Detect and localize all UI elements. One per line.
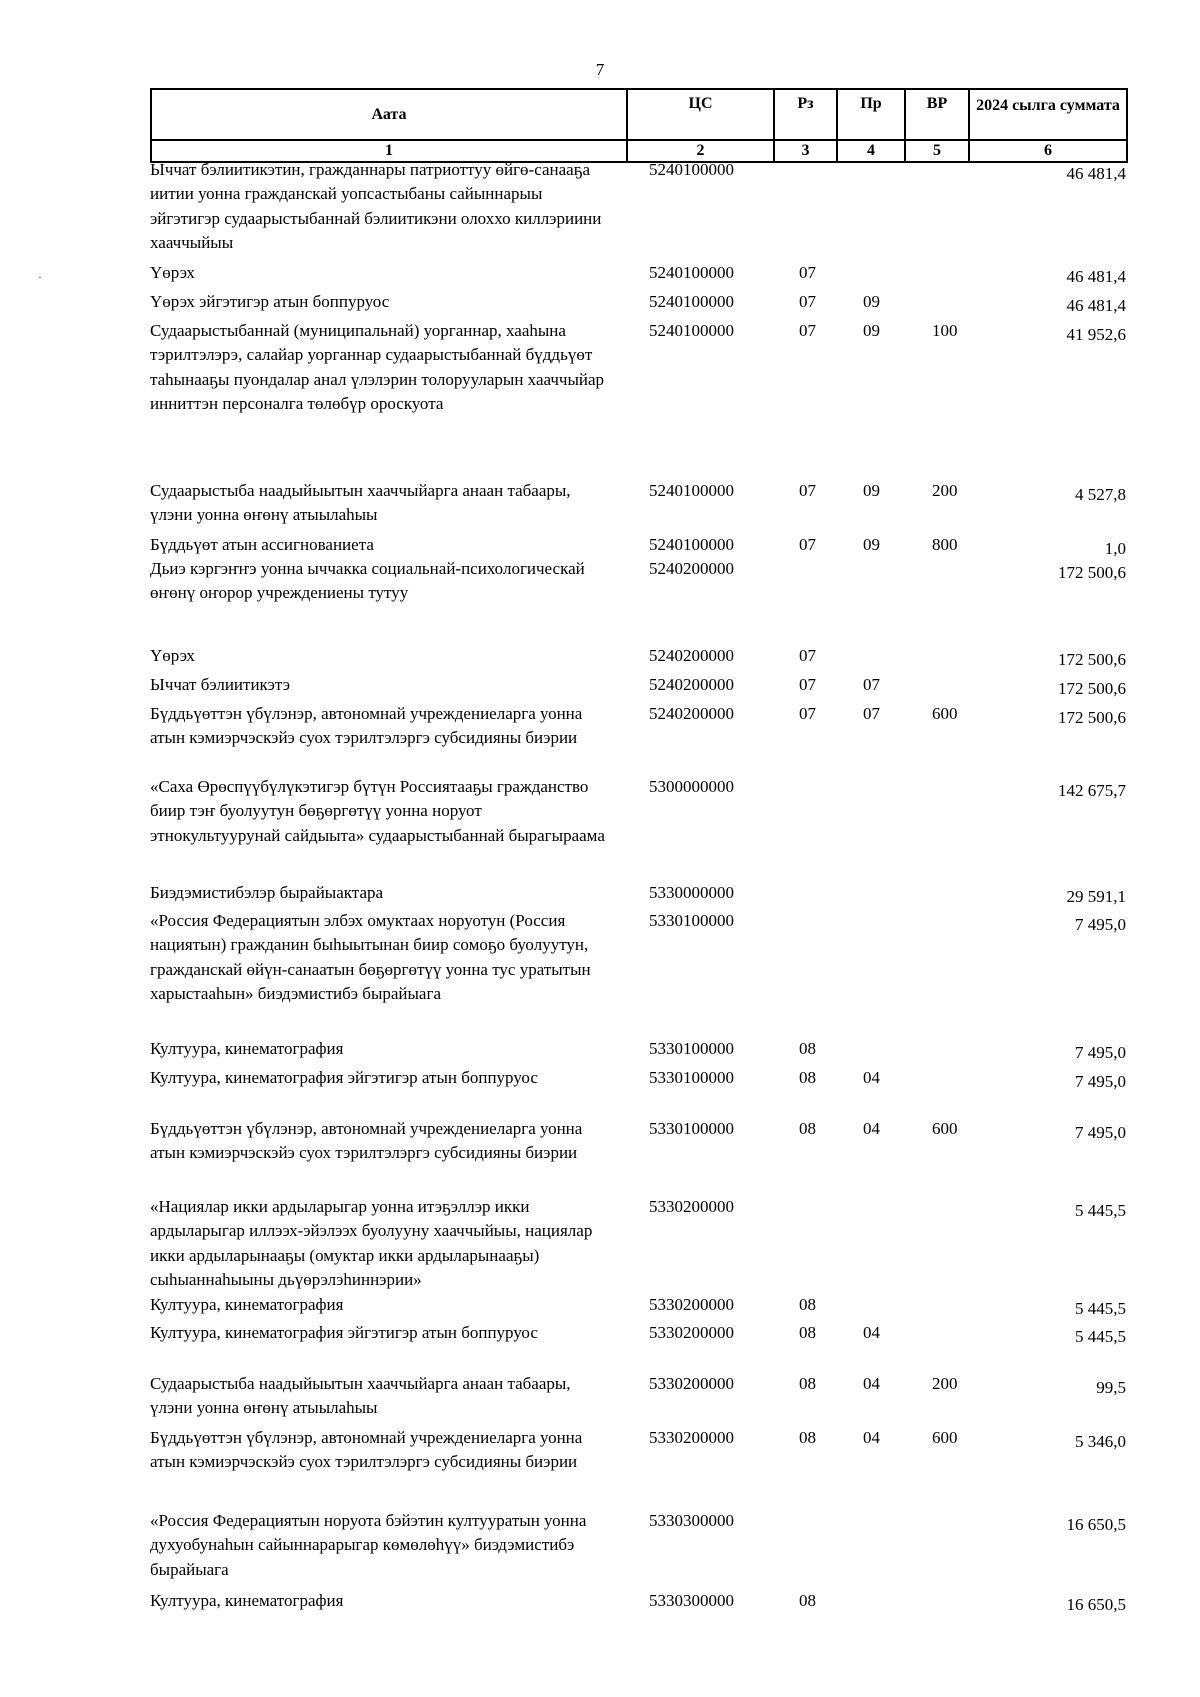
row-sum: 5 445,5 bbox=[1075, 1299, 1126, 1318]
table-row bbox=[150, 702, 1126, 775]
row-pr-code: 09 bbox=[863, 535, 880, 554]
row-name: Култуура, кинематография эйгэтигэр атын боппуруос bbox=[150, 1323, 538, 1342]
row-rz-code: 08 bbox=[799, 1119, 816, 1138]
row-sum: 46 481,4 bbox=[1066, 296, 1126, 315]
table-row bbox=[150, 1066, 1126, 1117]
row-name: Бүддьүөттэн үбүлэнэр, автономнай учреждениеларга уонна атын кэмиэрчэскэйэ суох тэрилтэлэргэ субсидияны биэрии bbox=[150, 1119, 583, 1163]
row-cs-code: 5240200000 bbox=[649, 675, 734, 694]
row-sum: 5 346,0 bbox=[1075, 1432, 1126, 1451]
row-cs-code: 5240100000 bbox=[649, 160, 734, 179]
row-sum: 41 952,6 bbox=[1066, 325, 1126, 344]
header-num-1: 1 bbox=[151, 140, 627, 162]
row-sum: 5 445,5 bbox=[1075, 1327, 1126, 1346]
row-sum: 172 500,6 bbox=[1058, 679, 1126, 698]
row-sum: 99,5 bbox=[1096, 1378, 1126, 1397]
table-row bbox=[150, 557, 1126, 644]
header-num-4: 4 bbox=[837, 140, 905, 162]
row-sum: 4 527,8 bbox=[1075, 485, 1126, 504]
row-name: Култуура, кинематография bbox=[150, 1039, 344, 1058]
row-sum: 172 500,6 bbox=[1058, 563, 1126, 582]
row-name: Дьиэ кэргэҥҥэ уонна ыччакка социальнай-психологическай өҥөнү оҥорор учреждениены тутуу bbox=[150, 559, 585, 603]
row-cs-code: 5330200000 bbox=[649, 1295, 734, 1314]
row-pr-code: 09 bbox=[863, 292, 880, 311]
row-name: Култуура, кинематография bbox=[150, 1591, 344, 1610]
row-cs-code: 5330200000 bbox=[649, 1323, 734, 1342]
table-row bbox=[150, 1117, 1126, 1195]
row-name: «Россия Федерациятын норуота бэйэтин култууратын уонна духуобунаһын сайыннарарыгар көмөлөһүү» биэдэмистибэ бырайыага bbox=[150, 1511, 587, 1579]
row-cs-code: 5330200000 bbox=[649, 1374, 734, 1393]
row-name: Судаарыстыба наадыйыытын хааччыйарга анаан табаары, үлэни уонна өҥөнү атыылаһыы bbox=[150, 1374, 571, 1418]
table-header bbox=[150, 88, 1128, 163]
table-body bbox=[150, 158, 1126, 1619]
row-pr-code: 04 bbox=[863, 1119, 880, 1138]
row-name: Бүддьүөттэн үбүлэнэр, автономнай учреждениеларга уонна атын кэмиэрчэскэйэ суох тэрилтэлэргэ субсидияны биэрии bbox=[150, 704, 583, 748]
row-pr-code: 04 bbox=[863, 1374, 880, 1393]
scan-dot: · bbox=[38, 270, 42, 284]
row-cs-code: 5330000000 bbox=[649, 883, 734, 902]
row-cs-code: 5240100000 bbox=[649, 481, 734, 500]
row-cs-code: 5240100000 bbox=[649, 535, 734, 554]
row-cs-code: 5330300000 bbox=[649, 1591, 734, 1610]
row-cs-code: 5240200000 bbox=[649, 646, 734, 665]
row-pr-code: 04 bbox=[863, 1068, 880, 1087]
row-pr-code: 07 bbox=[863, 704, 880, 723]
row-sum: 7 495,0 bbox=[1075, 1123, 1126, 1142]
row-cs-code: 5330200000 bbox=[649, 1197, 734, 1216]
row-name: Судаарыстыба наадыйыытын хааччыйарга анаан табаары, үлэни уонна өҥөнү атыылаһыы bbox=[150, 481, 571, 525]
row-sum: 7 495,0 bbox=[1075, 915, 1126, 934]
row-sum: 16 650,5 bbox=[1066, 1515, 1126, 1534]
table-row bbox=[150, 533, 1126, 557]
row-pr-code: 04 bbox=[863, 1323, 880, 1342]
table-row bbox=[150, 261, 1126, 290]
row-sum: 7 495,0 bbox=[1075, 1043, 1126, 1062]
row-vr-code: 800 bbox=[932, 535, 958, 554]
row-name: Култуура, кинематография bbox=[150, 1295, 344, 1314]
row-rz-code: 08 bbox=[799, 1374, 816, 1393]
row-sum: 1,0 bbox=[1104, 539, 1126, 558]
table-row bbox=[150, 673, 1126, 702]
table-row bbox=[150, 1509, 1126, 1589]
row-sum: 5 445,5 bbox=[1075, 1201, 1126, 1220]
header-num-3: 3 bbox=[774, 140, 837, 162]
row-cs-code: 5300000000 bbox=[649, 777, 734, 796]
table-row bbox=[150, 1589, 1126, 1619]
table-row bbox=[150, 319, 1126, 479]
header-name: Аата bbox=[151, 89, 627, 140]
row-rz-code: 08 bbox=[799, 1323, 816, 1342]
row-cs-code: 5330300000 bbox=[649, 1511, 734, 1530]
header-num-6: 6 bbox=[969, 140, 1127, 162]
table-row bbox=[150, 1037, 1126, 1066]
row-sum: 46 481,4 bbox=[1066, 267, 1126, 286]
row-name: Бүддьүөттэн үбүлэнэр, автономнай учреждениеларга уонна атын кэмиэрчэскэйэ суох тэрилтэлэргэ субсидияны биэрии bbox=[150, 1428, 583, 1472]
row-cs-code: 5240100000 bbox=[649, 263, 734, 282]
row-name: Үөрэх эйгэтигэр атын боппуруос bbox=[150, 292, 390, 311]
table-row bbox=[150, 158, 1126, 261]
table-row bbox=[150, 479, 1126, 533]
row-sum: 16 650,5 bbox=[1066, 1595, 1126, 1614]
table-row bbox=[150, 644, 1126, 673]
header-cs: ЦС bbox=[627, 89, 774, 140]
table-row bbox=[150, 1321, 1126, 1372]
row-vr-code: 600 bbox=[932, 1428, 958, 1447]
row-vr-code: 600 bbox=[932, 704, 958, 723]
row-name: «Нациялар икки ардыларыгар уонна итэҕэллэр икки ардыларыгар иллээх-эйэлээх буолууну хааччыйыы, нациялар икки ардыларынааҕы (омуктар икки ардыларынааҕы) сыһыаннаһыыны дьүөрэлэһиннэрии» bbox=[150, 1197, 593, 1290]
header-sum: 2024 сылга суммата bbox=[969, 89, 1127, 140]
row-cs-code: 5330100000 bbox=[649, 911, 734, 930]
row-rz-code: 08 bbox=[799, 1295, 816, 1314]
row-name: Ыччат бэлиитикэтэ bbox=[150, 675, 291, 694]
row-rz-code: 07 bbox=[799, 292, 816, 311]
row-name: Үөрэх bbox=[150, 646, 195, 665]
header-num-5: 5 bbox=[905, 140, 969, 162]
row-rz-code: 07 bbox=[799, 321, 816, 340]
table-row bbox=[150, 1372, 1126, 1426]
row-pr-code: 09 bbox=[863, 481, 880, 500]
row-sum: 172 500,6 bbox=[1058, 708, 1126, 727]
header-vr: ВР bbox=[905, 89, 969, 140]
row-vr-code: 200 bbox=[932, 1374, 958, 1393]
row-pr-code: 04 bbox=[863, 1428, 880, 1447]
row-cs-code: 5240100000 bbox=[649, 292, 734, 311]
row-sum: 29 591,1 bbox=[1066, 887, 1126, 906]
header-pr: Пр bbox=[837, 89, 905, 140]
row-name: Ыччат бэлиитикэтин, гражданнары патриоттуу өйгө-санааҕа иитии уонна гражданскай уопсастыбаны сайыннарыы эйгэтигэр судаарыстыбаннай бэлиитикэни олоххо киллэриини хааччыйыы bbox=[150, 160, 602, 253]
table-row bbox=[150, 290, 1126, 319]
header-rz: Рз bbox=[774, 89, 837, 140]
table-row bbox=[150, 1195, 1126, 1293]
table-row bbox=[150, 909, 1126, 1037]
row-name: Судаарыстыбаннай (муниципальнай) уорганнар, хааһына тэрилтэлэрэ, салайар уорганнар судаарыстыбаннай бүддьүөт таһынааҕы пуондалар анал үлэлэрин толорууларын хааччыйар инниттэн персоналга төлөбүр ороскуота bbox=[150, 321, 605, 414]
row-cs-code: 5330100000 bbox=[649, 1119, 734, 1138]
row-vr-code: 200 bbox=[932, 481, 958, 500]
row-cs-code: 5240200000 bbox=[649, 559, 734, 578]
row-cs-code: 5240100000 bbox=[649, 321, 734, 340]
header-num-2: 2 bbox=[627, 140, 774, 162]
row-cs-code: 5240200000 bbox=[649, 704, 734, 723]
row-rz-code: 07 bbox=[799, 263, 816, 282]
row-name: Биэдэмистибэлэр бырайыактара bbox=[150, 883, 384, 902]
row-vr-code: 600 bbox=[932, 1119, 958, 1138]
row-rz-code: 08 bbox=[799, 1068, 816, 1087]
row-sum: 7 495,0 bbox=[1075, 1072, 1126, 1091]
row-sum: 46 481,4 bbox=[1066, 164, 1126, 183]
row-cs-code: 5330100000 bbox=[649, 1039, 734, 1058]
row-name: Бүддьүөт атын ассигнованиета bbox=[150, 535, 374, 554]
row-rz-code: 08 bbox=[799, 1428, 816, 1447]
table-row bbox=[150, 775, 1126, 881]
row-cs-code: 5330200000 bbox=[649, 1428, 734, 1447]
table-row bbox=[150, 1426, 1126, 1509]
row-vr-code: 100 bbox=[932, 321, 958, 340]
row-rz-code: 07 bbox=[799, 704, 816, 723]
row-name: Култуура, кинематография эйгэтигэр атын боппуруос bbox=[150, 1068, 538, 1087]
row-rz-code: 07 bbox=[799, 646, 816, 665]
row-pr-code: 09 bbox=[863, 321, 880, 340]
row-cs-code: 5330100000 bbox=[649, 1068, 734, 1087]
row-pr-code: 07 bbox=[863, 675, 880, 694]
page-number: 7 bbox=[595, 60, 605, 79]
row-rz-code: 08 bbox=[799, 1591, 816, 1610]
row-rz-code: 08 bbox=[799, 1039, 816, 1058]
table-row bbox=[150, 881, 1126, 909]
row-sum: 172 500,6 bbox=[1058, 650, 1126, 669]
table-row bbox=[150, 1293, 1126, 1321]
row-rz-code: 07 bbox=[799, 481, 816, 500]
row-name: «Россия Федерациятын элбэх омуктаах норуотун (Россия нациятын) гражданин быһыытынан биир сомоҕо буолуутун, гражданскай өйүн-санаатын бөҕөргөтүү уонна тус уратытын харыстааһын» биэдэмистибэ бырайыага bbox=[150, 911, 591, 1004]
row-sum: 142 675,7 bbox=[1058, 781, 1126, 800]
row-rz-code: 07 bbox=[799, 535, 816, 554]
row-name: «Саха Өрөспүүбүлүкэтигэр бүтүн Россиятааҕы гражданство биир тэҥ буолуутун бөҕөргөтүү уонна норуот этнокультуурунай сайдыыта» судаарыстыбаннай бырагыраама bbox=[150, 777, 605, 845]
row-name: Үөрэх bbox=[150, 263, 195, 282]
row-rz-code: 07 bbox=[799, 675, 816, 694]
